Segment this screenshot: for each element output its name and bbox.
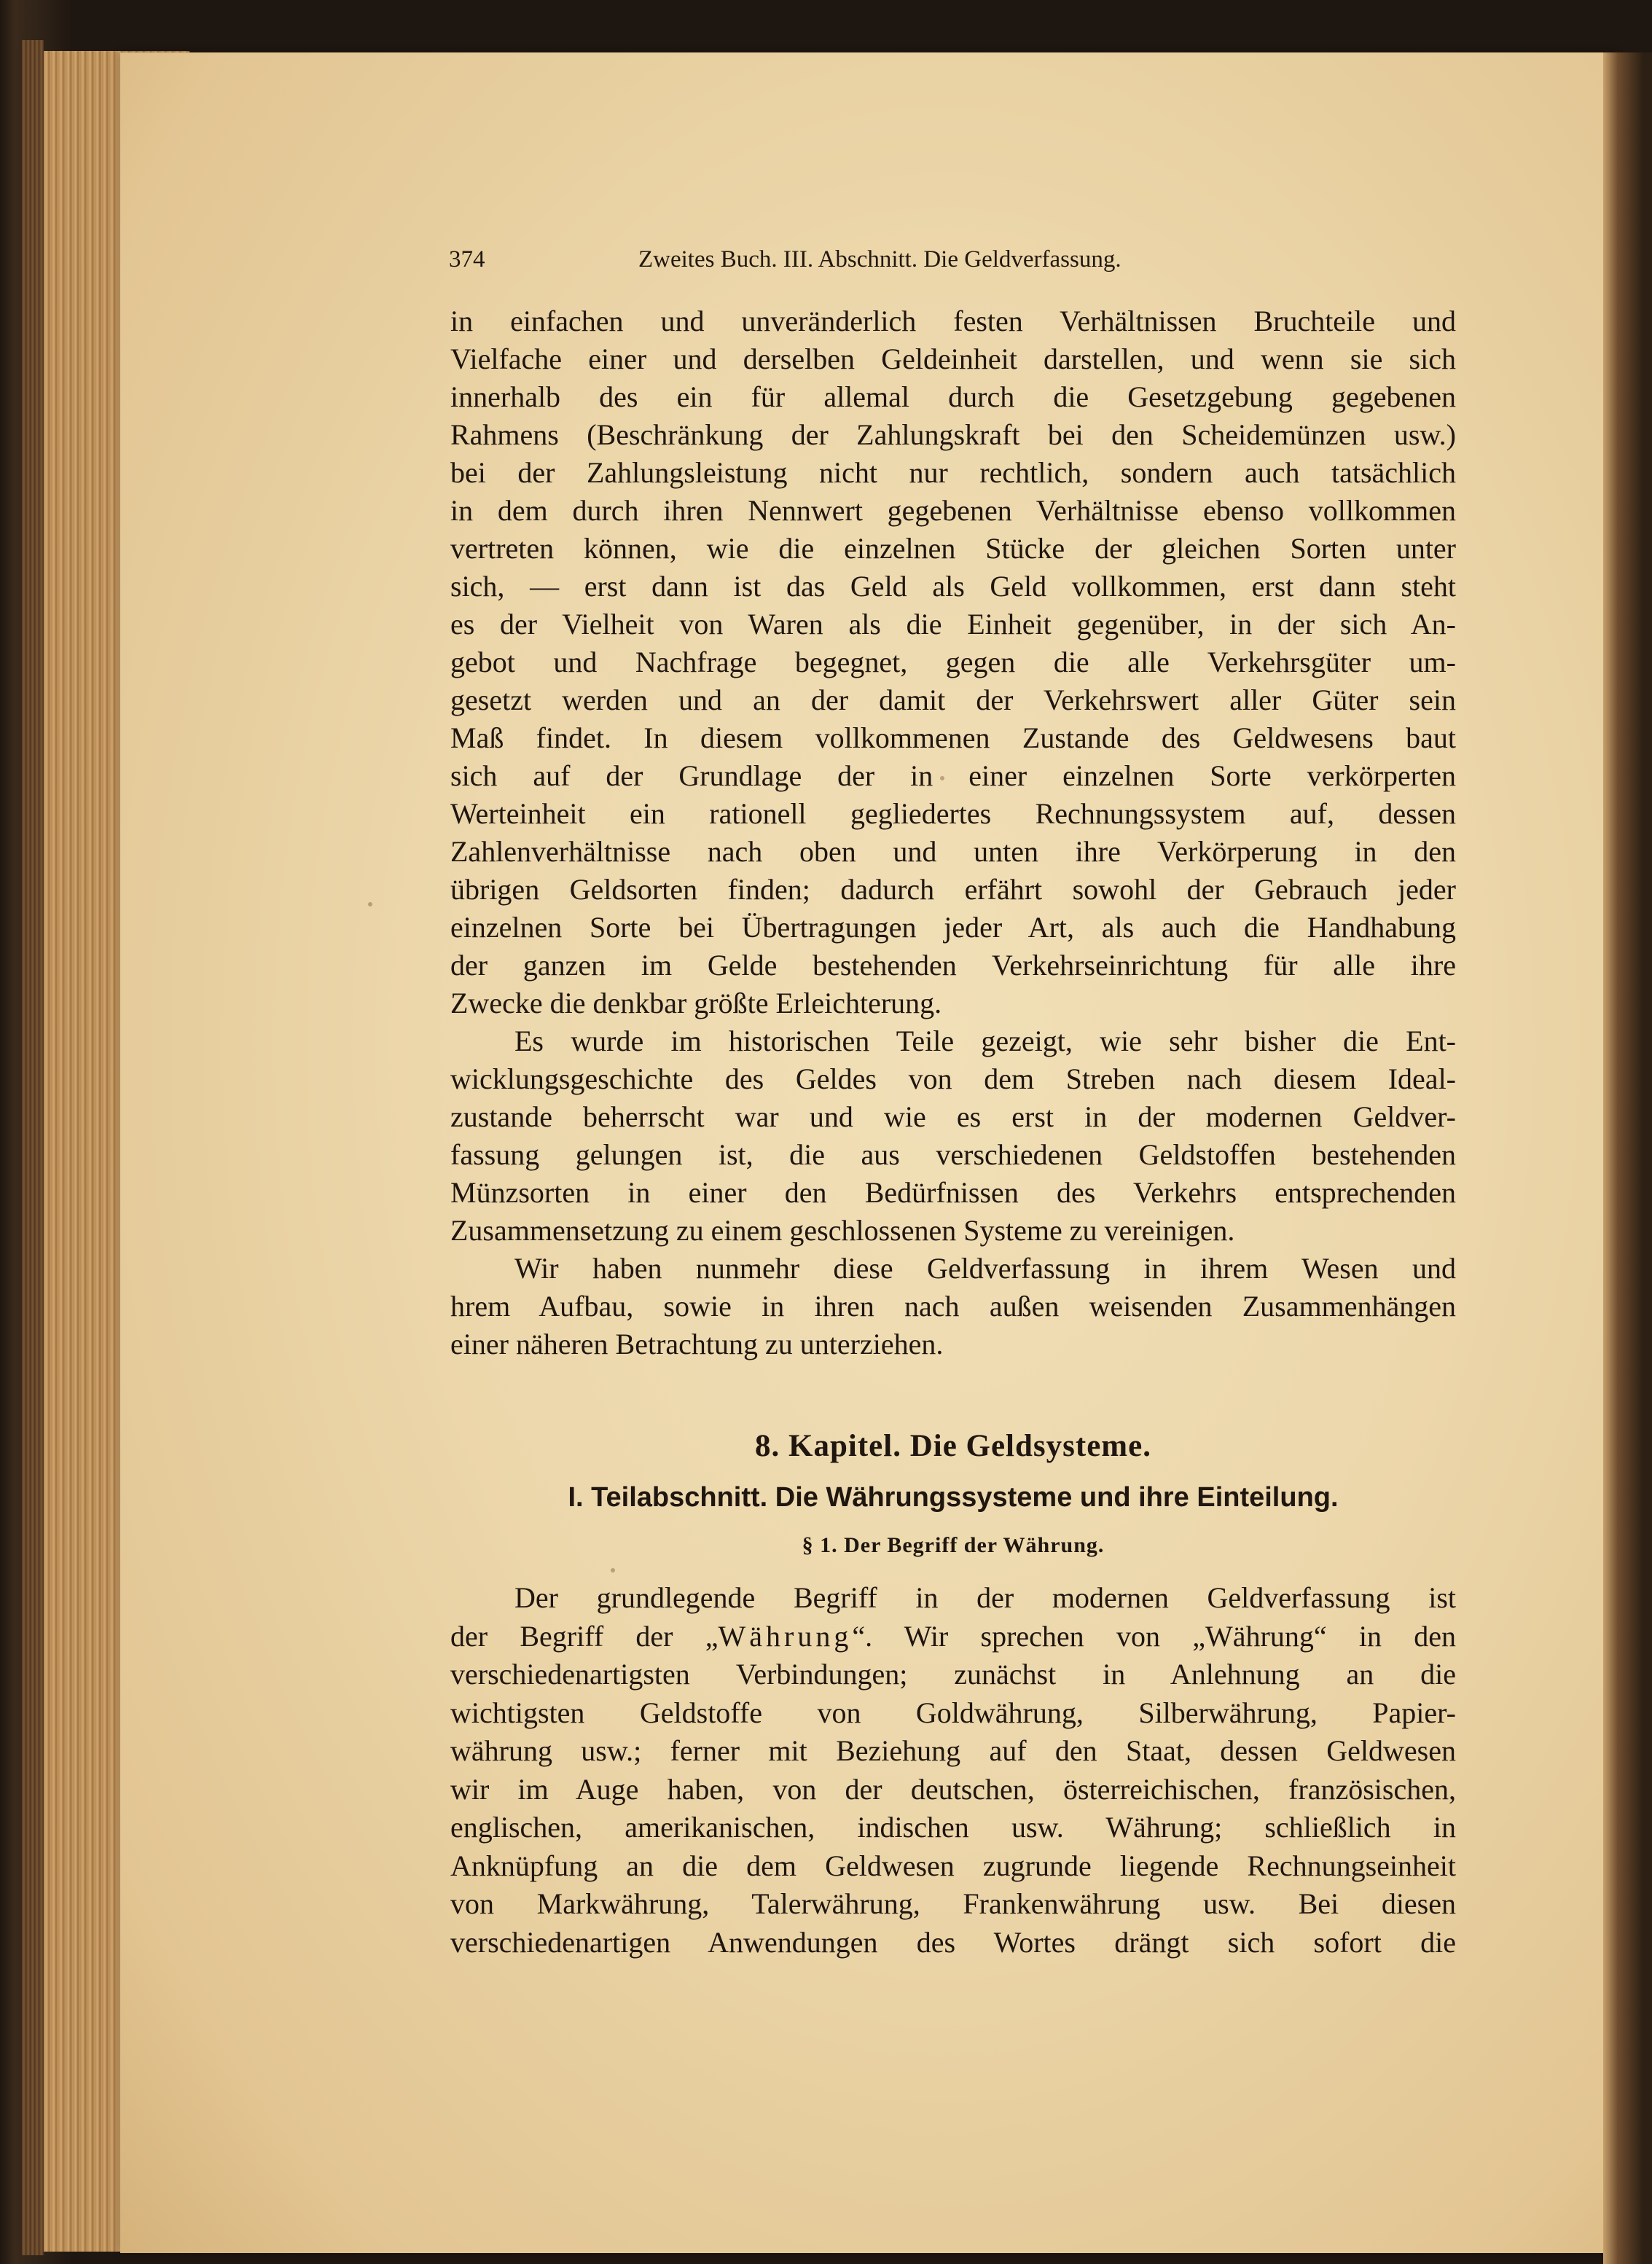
section-title: I. Teilabschnitt. Die Währungssysteme und ihre Einteilung. bbox=[568, 1482, 1339, 1513]
text-line: sich, — erst dann ist das Geld als Geld vollkommen, erst dann steht bbox=[450, 570, 1456, 603]
body-text-upper bbox=[450, 302, 1456, 1363]
text-line bbox=[450, 1618, 1456, 1656]
text-line: Zwecke die denkbar größte Erleichterung. bbox=[450, 987, 942, 1019]
paper-speck bbox=[611, 1568, 615, 1572]
spaced-term: Währung bbox=[718, 1619, 853, 1653]
book-binding bbox=[22, 40, 44, 2255]
text-line: Es wurde im historischen Teile gezeigt, wie sehr bisher die Ent- bbox=[514, 1025, 1456, 1057]
text-line: wir im Auge haben, von der deutschen, österreichischen, französischen, bbox=[450, 1772, 1456, 1806]
text-line: der ganzen im Gelde bestehenden Verkehrseinrichtung für alle ihre bbox=[450, 949, 1456, 982]
text-line: innerhalb des ein für allemal durch die Gesetzgebung gegebenen bbox=[450, 380, 1456, 413]
text-line: bei der Zahlungsleistung nicht nur rechtlich, sondern auch tatsächlich bbox=[450, 456, 1456, 489]
text-line: gesetzt werden und an der damit der Verkehrswert aller Güter sein bbox=[450, 683, 1456, 716]
text-line: Zahlenverhältnisse nach oben und unten ihre Verkörperung in den bbox=[450, 835, 1456, 868]
text-fragment: der Begriff der „ bbox=[450, 1619, 719, 1653]
text-line: fassung gelungen ist, die aus verschiedenen Geldstoffen bestehenden bbox=[450, 1138, 1456, 1171]
text-line: wichtigsten Geldstoffe von Goldwährung, Silberwährung, Papier- bbox=[450, 1696, 1456, 1729]
text-line: Vielfache einer und derselben Geldeinheit darstellen, und wenn sie sich bbox=[450, 342, 1456, 375]
text-line: englischen, amerikanischen, indischen usw. Währung; schließlich in bbox=[450, 1811, 1456, 1844]
text-line: einer näheren Betrachtung zu unterziehen. bbox=[450, 1328, 944, 1360]
text-line: in einfachen und unveränderlich festen Verhältnissen Bruchteile und bbox=[450, 305, 1456, 337]
text-line: verschiedenartigen Anwendungen des Wortes drängt sich sofort die bbox=[450, 1925, 1456, 1959]
text-line: Anknüpfung an die dem Geldwesen zugrunde liegende Rechnungseinheit bbox=[450, 1849, 1456, 1882]
text-line: von Markwährung, Talerwährung, Frankenwährung usw. Bei diesen bbox=[450, 1887, 1456, 1920]
paragraph-heading: § 1. Der Begriff der Währung. bbox=[802, 1533, 1105, 1557]
text-line: Wir haben nunmehr diese Geldverfassung in ihrem Wesen und bbox=[514, 1252, 1456, 1285]
text-line: Münzsorten in einer den Bedürfnissen des Verkehrs entsprechenden bbox=[450, 1176, 1456, 1209]
running-header bbox=[449, 246, 1287, 283]
page-number: 374 bbox=[449, 246, 485, 273]
text-line: übrigen Geldsorten finden; dadurch erfährt sowohl der Gebrauch jeder bbox=[450, 873, 1456, 906]
text-line: es der Vielheit von Waren als die Einheit gegenüber, in der sich An- bbox=[450, 608, 1456, 641]
text-line: Werteinheit ein rationell gegliedertes Rechnungssystem auf, dessen bbox=[450, 797, 1456, 830]
chapter-heading-block bbox=[450, 1421, 1456, 1568]
text-line: Der grundlegende Begriff in der modernen Geldverfassung ist bbox=[514, 1581, 1456, 1614]
text-line: verschiedenartigsten Verbindungen; zunächst in Anlehnung an die bbox=[450, 1658, 1456, 1691]
page-right-edge bbox=[1603, 52, 1652, 2264]
text-line: einzelnen Sorte bei Übertragungen jeder Art, als auch die Handhabung bbox=[450, 911, 1456, 944]
chapter-title: 8. Kapitel. Die Geldsysteme. bbox=[755, 1429, 1151, 1463]
text-fragment: “. Wir sprechen von „Währung“ in den bbox=[852, 1619, 1457, 1653]
text-line: gebot und Nachfrage begegnet, gegen die alle Verkehrsgüter um- bbox=[450, 646, 1456, 678]
text-line: hrem Aufbau, sowie in ihren nach außen weisenden Zusammenhängen bbox=[450, 1290, 1456, 1323]
text-line: Rahmens (Beschränkung der Zahlungskraft bei den Scheidemünzen usw.) bbox=[450, 418, 1456, 451]
paper-speck bbox=[368, 902, 372, 906]
text-line: Zusammensetzung zu einem geschlossenen Systeme zu vereinigen. bbox=[450, 1214, 1235, 1247]
text-line: sich auf der Grundlage der in einer einzelnen Sorte verkörperten bbox=[450, 759, 1456, 792]
text-line: vertreten können, wie die einzelnen Stücke der gleichen Sorten unter bbox=[450, 532, 1456, 565]
text-line: währung usw.; ferner mit Beziehung auf den Staat, dessen Geldwesen bbox=[450, 1734, 1456, 1767]
text-line: wicklungsgeschichte des Geldes von dem Streben nach diesem Ideal- bbox=[450, 1062, 1456, 1095]
running-head: Zweites Buch. III. Abschnitt. Die Geldverfassung. bbox=[638, 246, 1121, 273]
text-line: zustande beherrscht war und wie es erst in der modernen Geldver- bbox=[450, 1100, 1456, 1133]
text-line: Maß findet. In diesem vollkommenen Zustande des Geldwesens baut bbox=[450, 721, 1456, 754]
text-line: in dem durch ihren Nennwert gegebenen Verhältnisse ebenso vollkommen bbox=[450, 494, 1456, 527]
body-text-lower bbox=[450, 1579, 1456, 1962]
